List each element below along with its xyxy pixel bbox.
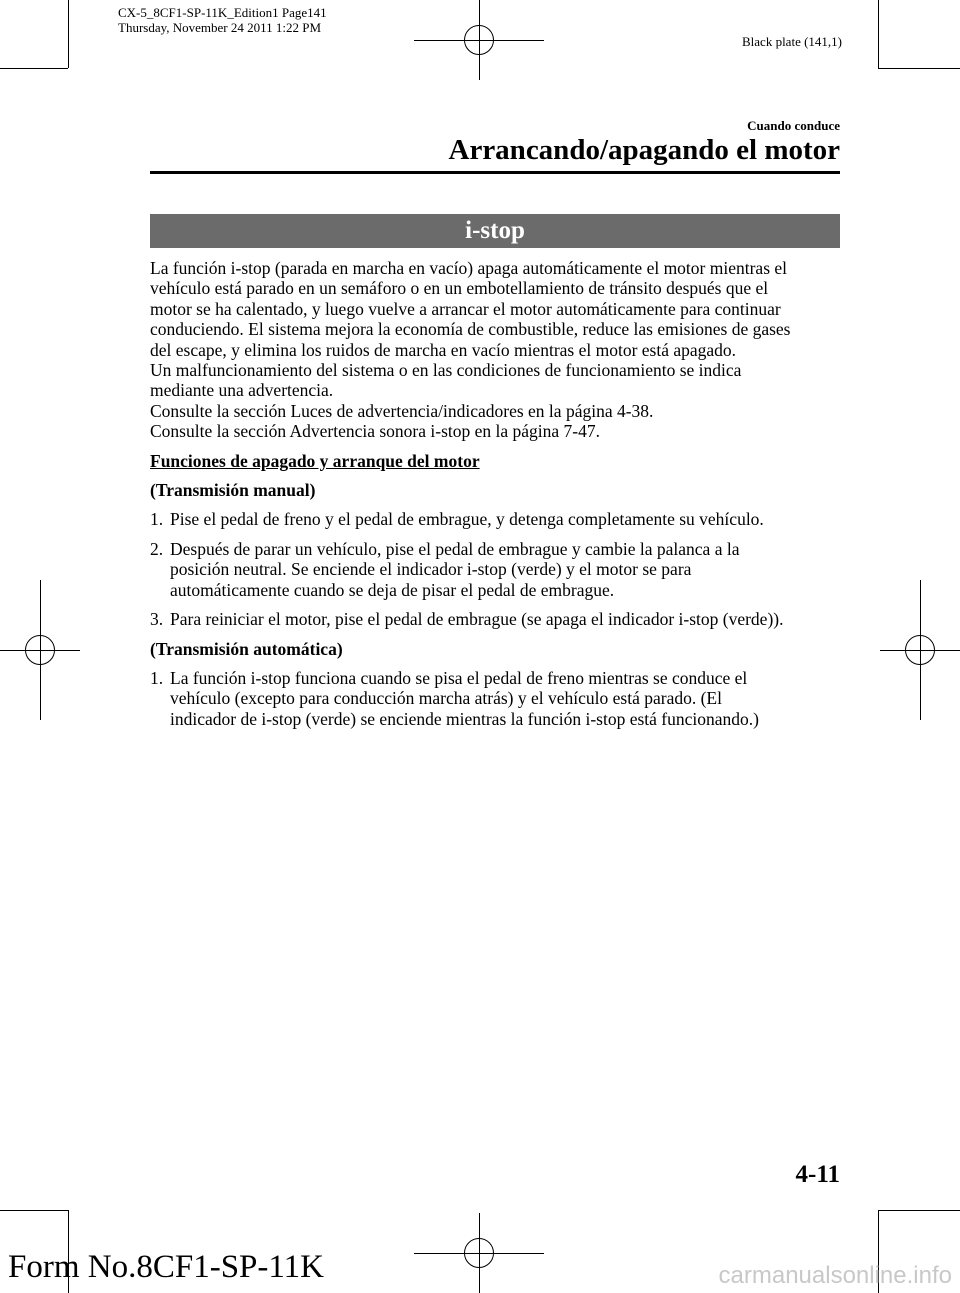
registration-mark-right — [880, 580, 960, 720]
intro-line: motor se ha calentado, y luego vuelve a arrancar el motor automáticamente para continuar — [150, 298, 781, 319]
step-number: 2. — [150, 538, 164, 559]
step-line: Después de parar un vehículo, pise el pedal de embrague y cambie la palanca a la — [170, 538, 740, 559]
intro-line: conduciendo. El sistema mejora la economía de combustible, reduce las emisiones de gases — [150, 319, 791, 340]
manual-step — [150, 509, 840, 529]
step-line: indicador de i-stop (verde) se enciende mientras la función i-stop está funcionando.) — [170, 708, 759, 729]
automatic-step — [150, 668, 840, 729]
page-body — [150, 258, 840, 738]
topic-banner — [150, 214, 840, 248]
step-text — [170, 609, 840, 629]
automatic-heading: (Transmisión automática) — [150, 638, 343, 659]
functions-heading: Funciones de apagado y arranque del motor — [150, 450, 480, 471]
step-line: posición neutral. Se enciende el indicador i-stop (verde) y el motor se para — [170, 559, 692, 580]
step-line: Para reiniciar el motor, pise el pedal de embrague (se apaga el indicador i-stop (verde)). — [170, 609, 784, 630]
manual-step — [150, 609, 840, 629]
step-number: 3. — [150, 609, 164, 630]
step-line: automáticamente cuando se deja de pisar el pedal de embrague. — [170, 579, 615, 600]
header-rule — [150, 171, 840, 174]
chapter-label: Cuando conduce — [747, 118, 840, 133]
step-line: Pise el pedal de freno y el pedal de embrague, y detenga completamente su vehículo. — [170, 509, 764, 530]
intro-line: Un malfuncionamiento del sistema o en las condiciones de funcionamiento se indica — [150, 360, 742, 381]
registration-mark-bottom — [414, 1213, 544, 1293]
step-text — [170, 668, 840, 729]
intro-line: del escape, y elimina los ruidos de marcha en vacío mientras el motor está apagado. — [150, 339, 737, 360]
intro-line: La función i-stop (parada en marcha en vacío) apaga automáticamente el motor mientras el — [150, 258, 788, 278]
section-title: Arrancando/apagando el motor — [448, 134, 840, 166]
step-text — [170, 539, 840, 600]
step-text — [170, 509, 840, 529]
manual-step — [150, 539, 840, 600]
page-number: 4-11 — [795, 1161, 840, 1188]
form-number: Form No.8CF1-SP-11K — [8, 1249, 324, 1285]
print-date-line: Thursday, November 24 2011 1:22 PM — [118, 20, 322, 35]
manual-heading: (Transmisión manual) — [150, 480, 316, 501]
watermark: carmanualsonline.info — [718, 1262, 952, 1289]
intro-line: vehículo está parado en un semáforo o en un embotellamiento de tránsito después que el — [150, 278, 769, 299]
intro-line: Consulte la sección Luces de advertencia/indicadores en la página 4-38. — [150, 400, 654, 421]
step-line: La función i-stop funciona cuando se pisa el pedal de freno mientras se conduce el — [170, 667, 748, 688]
plate-label: Black plate (141,1) — [742, 34, 842, 49]
step-number: 1. — [150, 667, 164, 688]
intro-line: Consulte la sección Advertencia sonora i-stop en la página 7-47. — [150, 421, 601, 442]
step-number: 1. — [150, 509, 164, 530]
step-line: vehículo (excepto para conducción marcha atrás) y el vehículo está parado. (El — [170, 688, 722, 709]
registration-mark-top — [414, 0, 544, 80]
intro-paragraph — [150, 258, 840, 442]
intro-line: mediante una advertencia. — [150, 380, 334, 401]
registration-mark-left — [0, 580, 80, 720]
print-file-line: CX-5_8CF1-SP-11K_Edition1 Page141 — [118, 5, 327, 20]
banner-title: i-stop — [465, 217, 525, 244]
